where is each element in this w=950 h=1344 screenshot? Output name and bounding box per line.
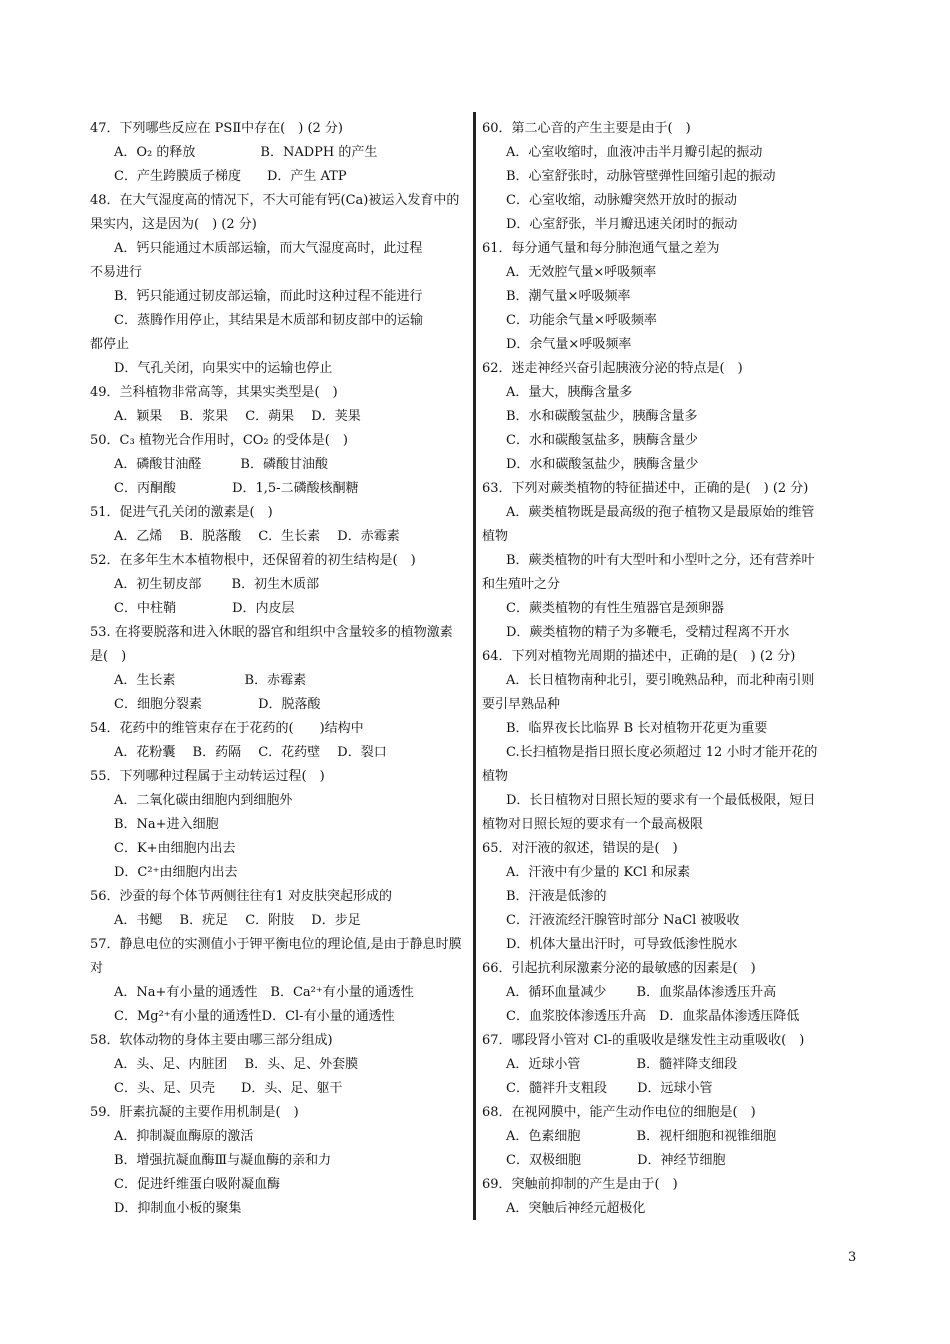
answer-option: B．蕨类植物的叶有大型叶和小型叶之分，还有营养叶 和生殖叶之分	[482, 553, 815, 592]
answer-option: A．蕨类植物既是最高级的孢子植物又是最原始的维管 植物	[482, 505, 815, 544]
answer-option: C．心室收缩，动脉瓣突然开放时的振动	[506, 193, 737, 208]
answer-option: D．抑制血小板的聚集	[114, 1201, 242, 1216]
question-stem: 65．对汗液的叙述，错误的是( )	[482, 841, 678, 856]
question-block	[90, 717, 462, 765]
answer-option: C．头、足、贝壳 D．头、足、躯干	[114, 1081, 343, 1096]
answer-option: D．余气量×呼吸频率	[506, 337, 632, 352]
answer-option: A．钙只能通过木质部运输，而大气湿度高时，此过程 不易进行	[90, 241, 423, 280]
answer-option: C．Mg²⁺有小量的通透性D．Cl-有小量的通透性	[114, 1009, 395, 1024]
question-stem: 52．在多年生木本植物根中，还保留着的初生结构是( )	[90, 553, 416, 568]
answer-option: C．血浆胶体渗透压升高 D．血浆晶体渗透压降低	[506, 1009, 800, 1024]
question-stem: 60．第二心音的产生主要是由于( )	[482, 121, 691, 136]
answer-option: A．抑制凝血酶原的激活	[114, 1129, 254, 1144]
answer-option: C．髓袢升支粗段 D．远球小管	[506, 1081, 713, 1096]
answer-option: A．磷酸甘油醛 B．磷酸甘油酸	[114, 457, 328, 472]
question-block	[482, 477, 854, 645]
answer-option: D．蕨类植物的精子为多鞭毛，受精过程离不开水	[506, 625, 790, 640]
question-stem: 51．促进气孔关闭的激素是( )	[90, 505, 273, 520]
answer-option: C．双极细胞 D．神经节细胞	[506, 1153, 726, 1168]
question-block	[90, 1029, 462, 1101]
answer-option: A．心室收缩时，血液冲击半月瓣引起的振动	[506, 145, 763, 160]
question-stem: 50．C₃ 植物光合作用时，CO₂ 的受体是( )	[90, 433, 348, 448]
question-block	[482, 837, 854, 957]
question-stem: 68．在视网膜中，能产生动作电位的细胞是( )	[482, 1105, 756, 1120]
question-block	[482, 1029, 854, 1101]
answer-option: A．乙烯 B．脱落酸 C．生长素 D．赤霉素	[114, 529, 400, 544]
answer-option: A．循环血量减少 B．血浆晶体渗透压升高	[506, 985, 777, 1000]
answer-option: B．钙只能通过韧皮部运输，而此时这种过程不能进行	[114, 289, 423, 304]
question-stem: 55．下列哪种过程属于主动转运过程( )	[90, 769, 325, 784]
answer-option: C．促进纤维蛋白吸附凝血酶	[114, 1177, 280, 1192]
answer-option: B．潮气量×呼吸频率	[506, 289, 631, 304]
answer-option: C．丙酮酸 D．1,5-二磷酸核酮糖	[114, 481, 359, 496]
left-column	[90, 117, 462, 1221]
answer-option: C．功能余气量×呼吸频率	[506, 313, 657, 328]
answer-option: B．临界夜长比临界 B 长对植物开花更为重要	[506, 721, 768, 736]
question-block	[482, 117, 854, 237]
answer-option: C．水和碳酸氢盐多，胰酶含量少	[506, 433, 698, 448]
answer-option: B．水和碳酸氢盐少，胰酶含量多	[506, 409, 698, 424]
answer-option: A．突触后神经元超极化	[506, 1201, 646, 1216]
question-block	[482, 237, 854, 357]
question-stem: 53. 在将要脱落和进入休眠的器官和组织中含量较多的植物激素是( )	[90, 625, 453, 664]
question-stem: 63．下列对蕨类植物的特征描述中，正确的是( ) (2 分)	[482, 481, 809, 496]
question-stem: 54．花药中的维管束存在于花药的( )结构中	[90, 721, 364, 736]
answer-option: C．蕨类植物的有性生殖器官是颈卵器	[506, 601, 724, 616]
answer-option: A．色素细胞 B．视杆细胞和视锥细胞	[506, 1129, 777, 1144]
answer-option: D．长日植物对日照长短的要求有一个最低极限，短日 植物对日照长短的要求有一个最高极限	[482, 793, 816, 832]
answer-option: C.长扫植物是指日照长度必须超过 12 小时才能开花的 植物	[482, 745, 818, 784]
question-stem: 61．每分通气量和每分肺泡通气量之差为	[482, 241, 720, 256]
column-divider	[473, 112, 476, 1220]
answer-option: B．增强抗凝血酶Ⅲ与凝血酶的亲和力	[114, 1153, 332, 1168]
answer-option: A．O₂ 的释放 B．NADPH 的产生	[114, 145, 378, 160]
answer-option: A．花粉囊 B．药隔 C．花药壁 D．裂口	[114, 745, 387, 760]
answer-option: C．产生跨膜质子梯度 D．产生 ATP	[114, 169, 347, 184]
question-stem: 69．突触前抑制的产生是由于( )	[482, 1177, 678, 1192]
question-block	[90, 381, 462, 429]
question-block	[482, 1101, 854, 1173]
answer-option: C．汗液流经汗腺管时部分 NaCl 被吸收	[506, 913, 740, 928]
answer-option: D．心室舒张，半月瓣迅速关闭时的振动	[506, 217, 738, 232]
answer-option: A．头、足、内脏团 B．头、足、外套膜	[114, 1057, 359, 1072]
answer-option: C．蒸腾作用停止，其结果是木质部和韧皮部中的运输 都停止	[90, 313, 423, 352]
answer-option: A．无效腔气量×呼吸频率	[506, 265, 657, 280]
answer-option: B．Na+进入细胞	[114, 817, 219, 832]
answer-option: A．量大，胰酶含量多	[506, 385, 633, 400]
answer-option: D．气孔关闭，向果实中的运输也停止	[114, 361, 333, 376]
answer-option: C．K+由细胞内出去	[114, 841, 236, 856]
question-block	[482, 957, 854, 1029]
page-number: 3	[848, 1250, 857, 1265]
question-block	[90, 189, 462, 381]
answer-option: C．中柱鞘 D．内皮层	[114, 601, 295, 616]
question-block	[90, 933, 462, 1029]
answer-option: A．初生韧皮部 B．初生木质部	[114, 577, 320, 592]
question-stem: 62．迷走神经兴奋引起胰液分泌的特点是( )	[482, 361, 743, 376]
answer-option: A．长日植物南种北引，要引晚熟品种，而北种南引则 要引早熟品种	[482, 673, 815, 712]
question-block	[482, 1173, 854, 1221]
answer-option: B．汗液是低渗的	[506, 889, 607, 904]
question-stem: 67．哪段肾小管对 Cl-的重吸收是继发性主动重吸收( )	[482, 1033, 805, 1048]
answer-option: A．二氧化碳由细胞内到细胞外	[114, 793, 293, 808]
question-block	[90, 549, 462, 621]
question-stem: 59．肝素抗凝的主要作用机制是( )	[90, 1105, 299, 1120]
question-block	[90, 429, 462, 501]
question-stem: 48．在大气湿度高的情况下，不大可能有钙(Ca)被运入发育中的果实内，这是因为( ) (2 分)	[90, 193, 460, 232]
question-stem: 49．兰科植物非常高等，其果实类型是( )	[90, 385, 338, 400]
answer-option: D．C²⁺由细胞内出去	[114, 865, 238, 880]
question-stem: 56．沙蚕的每个体节两侧往往有1 对皮肤突起形成的	[90, 889, 392, 904]
right-column	[482, 117, 854, 1221]
question-stem: 64．下列对植物光周期的描述中，正确的是( ) (2 分)	[482, 649, 796, 664]
answer-option: C．细胞分裂素 D．脱落酸	[114, 697, 321, 712]
question-stem: 66．引起抗利尿激素分泌的最敏感的因素是( )	[482, 961, 756, 976]
answer-option: A．书鳃 B．疣足 C．附肢 D．步足	[114, 913, 361, 928]
answer-option: A．颖果 B．浆果 C．蒴果 D．荚果	[114, 409, 361, 424]
question-block	[90, 765, 462, 885]
question-block	[90, 621, 462, 717]
answer-option: D．水和碳酸氢盐少，胰酶含量少	[506, 457, 699, 472]
question-block	[90, 1101, 462, 1221]
question-block	[482, 645, 854, 837]
answer-option: B．心室舒张时，动脉管壁弹性回缩引起的振动	[506, 169, 776, 184]
question-block	[90, 117, 462, 189]
question-block	[482, 357, 854, 477]
answer-option: D．机体大量出汗时，可导致低渗性脱水	[506, 937, 738, 952]
question-stem: 58．软体动物的身体主要由哪三部分组成)	[90, 1033, 333, 1048]
question-block	[90, 885, 462, 933]
answer-option: A．汗液中有少量的 KCl 和尿素	[506, 865, 691, 880]
question-stem: 57．静息电位的实测值小于钾平衡电位的理论值,是由于静息时膜对	[90, 937, 462, 976]
question-stem: 47．下列哪些反应在 PSⅡ中存在( ) (2 分)	[90, 121, 343, 136]
answer-option: A．Na+有小量的通透性 B．Ca²⁺有小量的通透性	[114, 985, 414, 1000]
answer-option: A．近球小管 B．髓袢降支细段	[506, 1057, 738, 1072]
answer-option: A．生长素 B．赤霉素	[114, 673, 307, 688]
question-block	[90, 501, 462, 549]
